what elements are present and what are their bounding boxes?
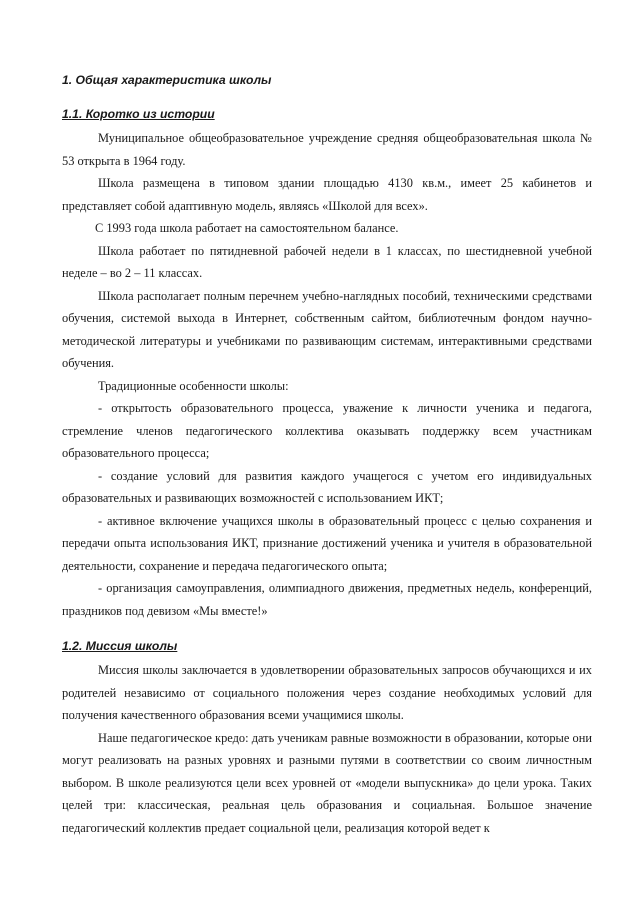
subsection-heading-mission (62, 638, 592, 654)
subsection-heading-history (62, 106, 592, 122)
section-heading: 1. Общая характеристика школы (62, 73, 272, 87)
subsection-title-history: 1.1. Коротко из истории (62, 107, 215, 121)
list-item: - открытость образовательного процесса, уважение к личности ученика и педагога, стремление членов педагогического коллектива оказывать поддержку всем участникам образовательного процесса; (62, 401, 592, 460)
paragraph: Школа размещена в типовом здании площадью 4130 кв.м., имеет 25 кабинетов и представляет собой адаптивную модель, являясь «Школой для всех». (62, 176, 592, 213)
paragraph: С 1993 года школа работает на самостоятельном балансе. (95, 221, 399, 235)
subsection-title-mission: 1.2. Миссия школы (62, 639, 178, 653)
list-item: - организация самоуправления, олимпиадного движения, предметных недель, конференций, праздников под девизом «Мы вместе!» (62, 581, 592, 618)
document-page (62, 72, 592, 839)
list-item: - активное включение учащихся школы в образовательный процесс с целью сохранения и передачи опыта использования ИКТ, признание достижений ученика и учителя в образовательной деятельности, сохранение и передача педагогического опыта; (62, 513, 592, 573)
paragraph: Наше педагогическое кредо: дать ученикам равные возможности в образовании, которые они могут реализовать на разных уровнях и разными путями в соответствии со своим личностным выбором. В школе реализуются цели всех уровней от «модели выпускника» до цели урока. Таких целей три: классическая, реальная цель образования и социальная. Большое значение педагогический коллектив предает социальной цели, реализация которой ведет к (62, 730, 592, 835)
paragraph: Школа располагает полным перечнем учебно-наглядных пособий, техническими средствами обучения, системой выхода в Интернет, собственным сайтом, библиотечным фондом научно-методической литературы и учебниками по развивающим системам, интерактивными средствами обучения. (62, 288, 592, 370)
list-item: - создание условий для развития каждого учащегося с учетом его индивидуальных образовательных и развивающих возможностей с использованием ИКТ; (62, 468, 592, 505)
paragraph: Традиционные особенности школы: (98, 378, 289, 393)
paragraph: Муниципальное общеобразовательное учреждение средняя общеобразовательная школа № 53 открыта в 1964 году. (62, 131, 592, 168)
paragraph: Миссия школы заключается в удовлетворении образовательных запросов обучающихся и их родителей независимо от социального положения через создание необходимых условий для получения качественного образования всеми учащимися школы. (62, 663, 592, 722)
paragraph: Школа работает по пятидневной рабочей недели в 1 классах, по шестидневной учебной неделе – во 2 – 11 классах. (62, 243, 592, 280)
